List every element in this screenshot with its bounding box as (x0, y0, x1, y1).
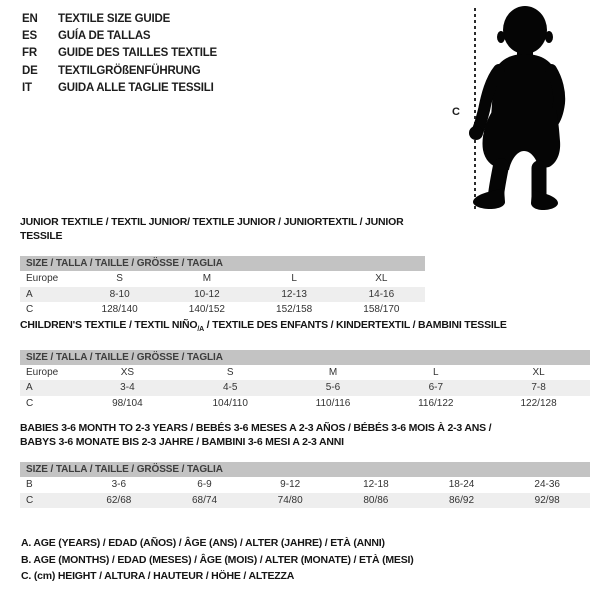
language-label: TEXTILGRÖßENFÜHRUNG (58, 64, 201, 77)
size-cell: 62/68 (106, 494, 132, 506)
size-cell: 74/80 (277, 494, 303, 506)
table-row (20, 271, 425, 287)
row-label: B (26, 479, 33, 491)
table-row (20, 380, 590, 396)
table-row (20, 493, 590, 509)
language-header (22, 11, 217, 97)
size-header-bar: SIZE / TALLA / TAILLE / GRÖSSE / TAGLIA (20, 462, 590, 477)
language-code: DE (22, 64, 38, 77)
table-title-text: CHILDREN'S TEXTILE / TEXTIL NIÑO (20, 319, 198, 331)
size-cell: XS (120, 366, 135, 378)
size-cell: 80/86 (363, 494, 389, 506)
size-cell: M (202, 273, 212, 285)
size-cell: XL (532, 366, 545, 378)
table-row (20, 302, 425, 318)
size-cell: L (291, 273, 297, 285)
language-code: FR (22, 47, 37, 60)
table-title (20, 319, 590, 337)
table-rows (20, 365, 590, 412)
language-label: TEXTILE SIZE GUIDE (58, 13, 171, 25)
size-cell: 140/152 (188, 304, 225, 316)
row-label: C (26, 304, 34, 316)
table-title (20, 422, 590, 449)
language-code: IT (22, 81, 32, 94)
children-textile-section (20, 319, 590, 411)
size-header-bar: SIZE / TALLA / TAILLE / GRÖSSE / TAGLIA (20, 256, 425, 271)
language-row (22, 80, 217, 97)
note-age-months: B. AGE (MONTHS) / EDAD (MESES) / ÂGE (MOIS) / ALTER (MONATE) / ETÀ (MESI) (21, 553, 414, 566)
size-cell: 152/158 (276, 304, 313, 316)
language-row (22, 63, 217, 80)
height-measure-label: C (452, 106, 460, 118)
table-rows (20, 477, 590, 508)
size-cell: 68/74 (191, 494, 218, 506)
size-cell: 14-16 (368, 288, 395, 300)
size-cell: 158/170 (363, 304, 400, 316)
language-label: GUIDA ALLE TAGLIE TESSILI (58, 81, 214, 94)
size-cell: 12-18 (363, 479, 389, 491)
row-label: A (26, 382, 33, 394)
size-cell: 92/98 (534, 494, 560, 506)
size-cell: 98/104 (112, 398, 143, 410)
table-title-line1: BABIES 3-6 MONTH TO 2-3 YEARS / BEBÉS 3-6 MESES A 2-3 AÑOS / BÉBÉS 3-6 MOIS À 2-3 ANS / (20, 422, 492, 434)
language-label: GUIDE DES TAILLES TEXTILE (58, 47, 217, 60)
language-code: EN (22, 13, 38, 25)
table-row (20, 287, 425, 303)
junior-textile-section (20, 216, 425, 318)
table-row (20, 477, 590, 493)
table-title-line2: BABYS 3-6 MONATE BIS 2-3 JAHRE / BAMBINI 3-6 MESI A 2-3 ANNI (20, 435, 344, 448)
size-cell: 9-12 (280, 479, 301, 491)
row-label: C (26, 398, 34, 410)
size-cell: M (328, 366, 338, 378)
size-cell: 4-5 (222, 382, 238, 394)
size-cell: 122/128 (520, 398, 557, 410)
language-row (22, 11, 217, 28)
size-cell: 86/92 (449, 494, 475, 506)
size-cell: 128/140 (101, 304, 138, 316)
row-label: Europe (26, 366, 59, 378)
size-cell: 116/122 (418, 398, 454, 410)
language-label: GUÍA DE TALLAS (58, 30, 151, 43)
table-title (20, 216, 425, 243)
size-cell: 5-6 (325, 382, 341, 394)
size-cell: 3-6 (111, 479, 127, 491)
language-code: ES (22, 30, 37, 43)
size-cell: 104/110 (212, 398, 248, 410)
size-cell: S (116, 273, 123, 285)
size-cell: 6-7 (428, 382, 444, 394)
size-cell: 24-36 (534, 479, 560, 491)
table-title-text: / TEXTILE DES ENFANTS / KINDERTEXTIL / BAMBINI TESSILE (203, 319, 507, 331)
table-title-text: JUNIOR TEXTILE / TEXTIL JUNIOR/ TEXTILE JUNIOR / JUNIORTEXTIL / JUNIOR TESSILE (20, 216, 404, 242)
row-label: A (26, 288, 33, 300)
language-row (22, 28, 217, 45)
size-cell: L (433, 366, 439, 378)
note-age-years: A. AGE (YEARS) / EDAD (AÑOS) / ÂGE (ANS) / ALTER (JAHRE) / ETÀ (ANNI) (21, 537, 385, 549)
size-cell: 18-24 (448, 479, 475, 491)
row-label: C (26, 494, 34, 506)
toddler-silhouette-icon (440, 0, 590, 215)
size-cell: S (226, 366, 234, 378)
size-cell: XL (375, 273, 388, 285)
language-row (22, 45, 217, 62)
note-height-cm: C. (cm) HEIGHT / ALTURA / HAUTEUR / HÖHE / ALTEZZA (21, 570, 295, 582)
table-row (20, 365, 590, 381)
row-label: Europe (26, 273, 59, 285)
size-cell: 7-8 (531, 382, 546, 394)
legend-notes (21, 535, 414, 585)
size-cell: 3-4 (120, 382, 135, 394)
babies-textile-section (20, 422, 590, 508)
size-header-bar: SIZE / TALLA / TAILLE / GRÖSSE / TAGLIA (20, 350, 590, 365)
size-cell: 10-12 (194, 288, 220, 300)
size-cell: 12-13 (281, 288, 307, 300)
size-cell: 110/116 (315, 398, 351, 410)
size-cell: 8-10 (109, 288, 130, 300)
size-cell: 6-9 (197, 479, 212, 491)
table-title-subscript: /A (197, 326, 204, 334)
table-rows (20, 271, 425, 318)
table-row (20, 396, 590, 412)
child-figure (440, 0, 590, 215)
